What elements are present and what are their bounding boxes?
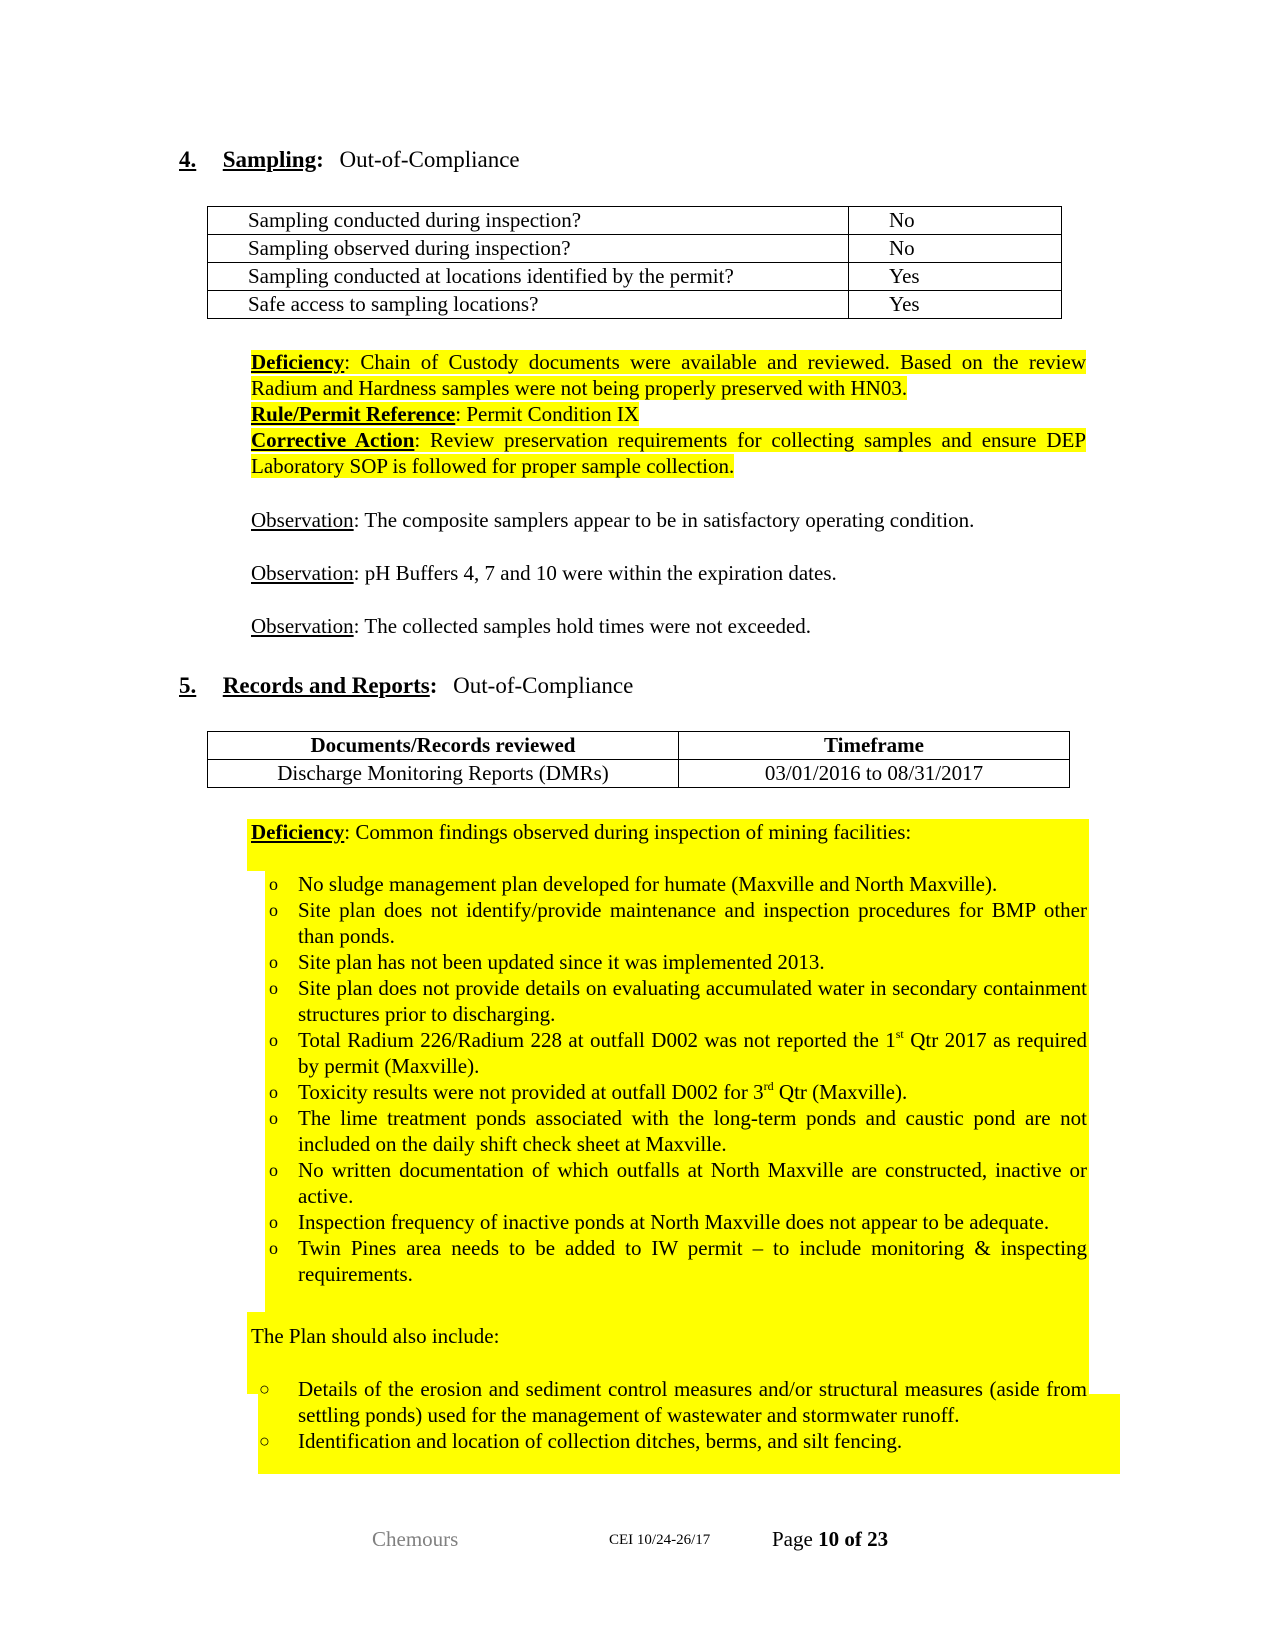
- list-item: o Total Radium 226/Radium 228 at outfall D002 was not reported the 1st Qtr 2017 as required by permit (Maxville).: [269, 1027, 1087, 1078]
- footer-page-number: Page 10 of 23: [772, 1527, 889, 1551]
- section-number: 5.: [179, 673, 197, 698]
- column-header: Documents/Records reviewed: [208, 732, 679, 760]
- table-cell-question: Safe access to sampling locations?: [208, 291, 849, 319]
- table-row: [208, 235, 1062, 263]
- list-item: o Inspection frequency of inactive ponds at North Maxville does not appear to be adequate.: [269, 1210, 1050, 1234]
- list-item: o The lime treatment ponds associated with the long-term ponds and caustic pond are not included on the daily shift check sheet at Maxville.: [269, 1106, 1087, 1156]
- list-item: o Site plan has not been updated since it was implemented 2013.: [269, 950, 825, 974]
- footer-inspection-ref: CEI 10/24-26/17: [609, 1532, 711, 1548]
- findings-list: [265, 871, 1087, 1287]
- list-item: o No written documentation of which outfalls at North Maxville are constructed, inactive or active.: [269, 1158, 1087, 1208]
- observation: [251, 561, 837, 586]
- plan-intro: The Plan should also include:: [251, 1324, 500, 1348]
- corrective-action-label: Corrective Action: [251, 428, 415, 452]
- list-item: o Twin Pines area needs to be added to IW permit – to include monitoring & inspecting requirements.: [269, 1236, 1087, 1286]
- observation-text: : The collected samples hold times were not exceeded.: [353, 614, 812, 638]
- list-item: o Site plan does not identify/provide maintenance and inspection procedures for BMP other than ponds.: [269, 898, 1087, 948]
- deficiency-label: Deficiency: [251, 350, 345, 374]
- table-cell: 03/01/2016 to 08/31/2017: [679, 760, 1070, 788]
- table-row: [208, 291, 1062, 319]
- highlight-band: [247, 845, 1089, 871]
- records-table: [207, 731, 1070, 788]
- rule-reference-text: : Permit Condition IX: [455, 402, 640, 426]
- rule-reference-paragraph: [251, 401, 1086, 427]
- section-number: 4.: [179, 147, 197, 172]
- compliance-status: Out-of-Compliance: [339, 147, 520, 172]
- table-cell-question: Sampling conducted during inspection?: [208, 207, 849, 235]
- observation: [251, 614, 811, 639]
- observation-text: : The composite samplers appear to be in satisfactory operating condition.: [353, 508, 975, 532]
- table-header-row: [208, 732, 1070, 760]
- deficiency-text: : Chain of Custody documents were available and reviewed. Based on the review Radium and Hardness samples were not being properly preserved with HN03.: [251, 350, 1086, 400]
- corrective-action-text: : Review preservation requirements for collecting samples and ensure DEP Laboratory SOP is followed for proper sample collection.: [251, 428, 1086, 478]
- corrective-action-paragraph: [251, 427, 1086, 479]
- table-cell: Discharge Monitoring Reports (DMRs): [208, 760, 679, 788]
- observation: [251, 508, 974, 533]
- observation-label: Observation: [251, 561, 354, 585]
- observation-text: : pH Buffers 4, 7 and 10 were within the expiration dates.: [353, 561, 837, 585]
- list-item: o Site plan does not provide details on evaluating accumulated water in secondary containment structures prior to discharging.: [269, 976, 1087, 1026]
- table-cell-answer: Yes: [849, 291, 1062, 319]
- section-title: Sampling: [222, 147, 317, 172]
- plan-items-list: [259, 1376, 1087, 1454]
- footer-company: Chemours: [372, 1527, 459, 1551]
- section-title: Records and Reports: [222, 673, 430, 698]
- list-item: ○ Details of the erosion and sediment control measures and/or structural measures (aside from settling ponds) used for the management of wastewater and stormwater runoff.: [259, 1377, 1087, 1427]
- list-item: ○ Identification and location of collection ditches, berms, and silt fencing.: [259, 1429, 903, 1453]
- table-cell-question: Sampling observed during inspection?: [208, 235, 849, 263]
- table-row: [208, 207, 1062, 235]
- column-header: Timeframe: [679, 732, 1070, 760]
- table-row: [208, 760, 1070, 788]
- deficiency-paragraph: [251, 349, 1086, 401]
- table-cell-answer: No: [849, 207, 1062, 235]
- deficiency-text: : Common findings observed during inspection of mining facilities:: [344, 820, 912, 844]
- section-4-heading: 4. Sampling: Out-of-Compliance: [179, 147, 520, 172]
- list-item: o Toxicity results were not provided at outfall D002 for 3rd Qtr (Maxville).: [269, 1079, 908, 1104]
- rule-reference-label: Rule/Permit Reference: [251, 402, 456, 426]
- table-cell-question: Sampling conducted at locations identified by the permit?: [208, 263, 849, 291]
- compliance-status: Out-of-Compliance: [453, 673, 634, 698]
- table-row: [208, 263, 1062, 291]
- deficiency-label: Deficiency: [251, 820, 345, 844]
- list-item: o No sludge management plan developed for humate (Maxville and North Maxville).: [269, 872, 998, 896]
- section-5-heading: 5. Records and Reports: Out-of-Compliance: [179, 673, 634, 698]
- deficiency-paragraph: [251, 819, 1086, 845]
- sampling-table: [207, 206, 1062, 319]
- table-cell-answer: No: [849, 235, 1062, 263]
- table-cell-answer: Yes: [849, 263, 1062, 291]
- observation-label: Observation: [251, 614, 354, 638]
- observation-label: Observation: [251, 508, 354, 532]
